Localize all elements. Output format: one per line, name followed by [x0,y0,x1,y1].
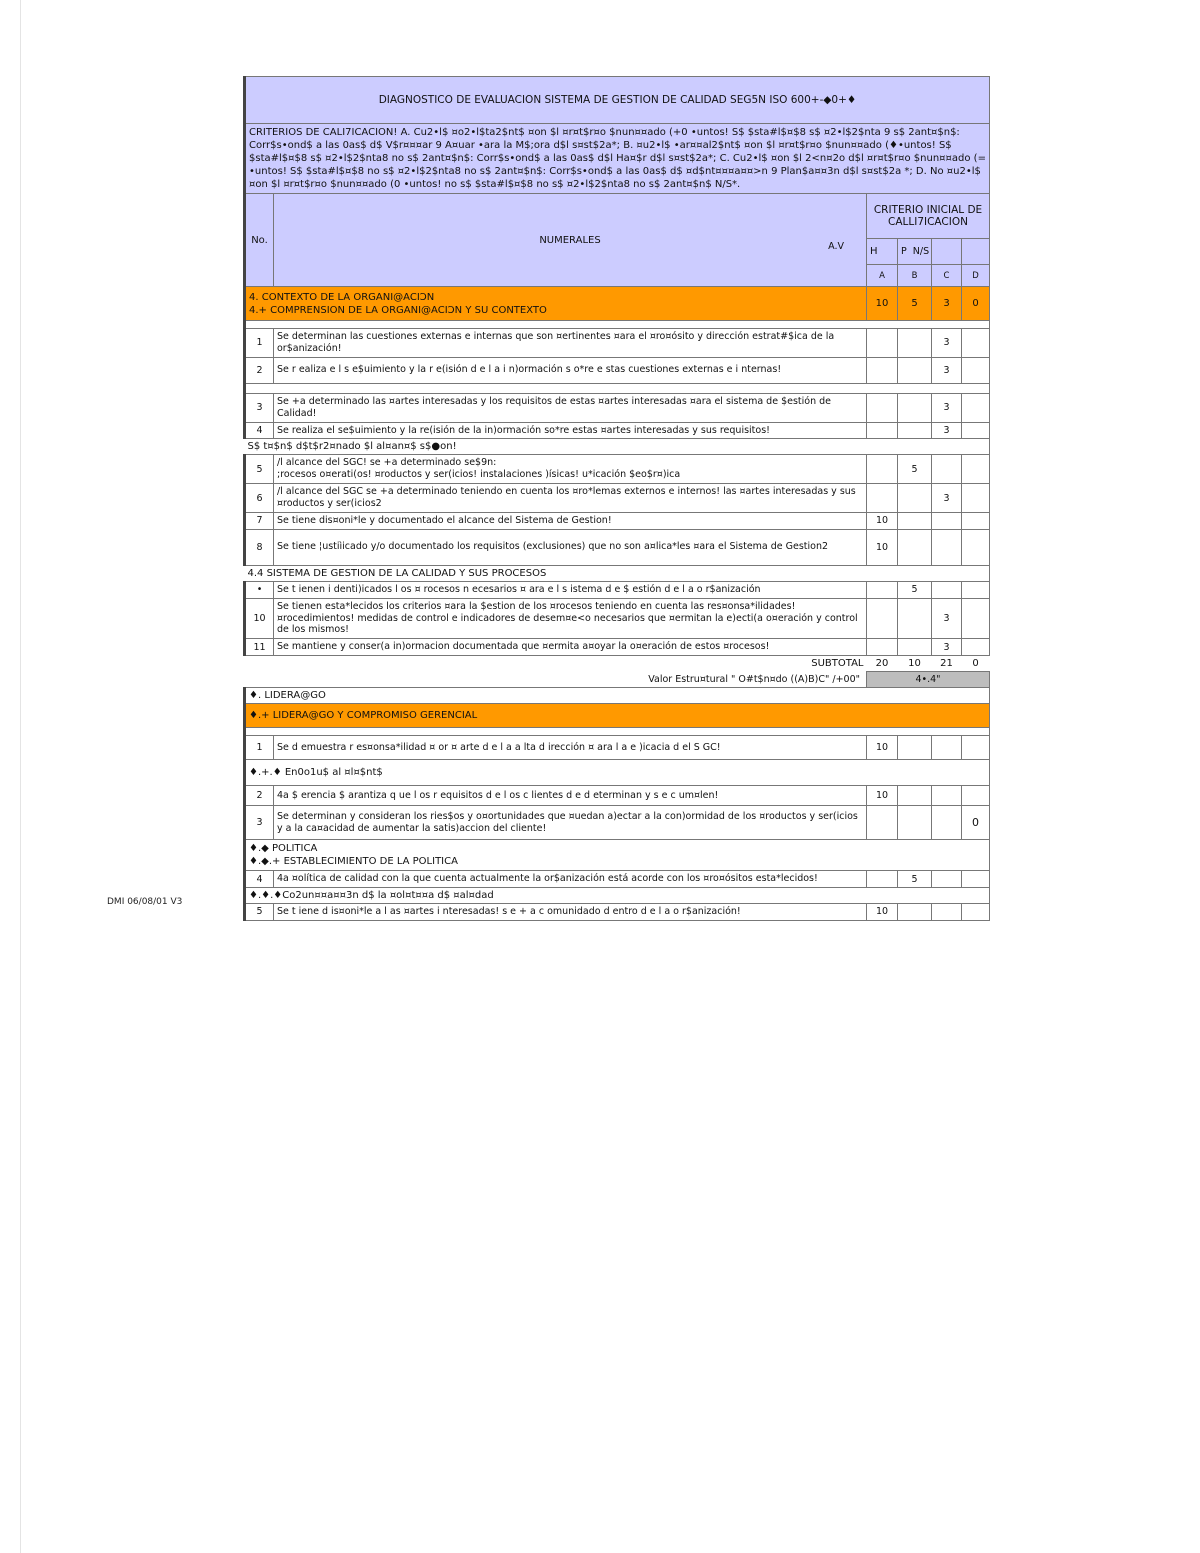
score-a [867,422,898,439]
section-4-total-d: 0 [962,287,990,321]
item-number: 4 [245,422,274,439]
item-number: 3 [245,393,274,422]
item-number: 6 [245,484,274,513]
score-d [962,786,990,806]
table-row [245,512,990,529]
col-header-d: D [962,265,990,287]
p-label: P [901,246,907,257]
score-c [932,529,962,565]
score-a [867,393,898,422]
section-4-title: 4. CONTEXTO DE LA ORGANI@ACIƆN [249,291,435,303]
score-b [898,806,932,840]
table-row [245,357,990,383]
item-number: 2 [245,786,274,806]
score-a [867,484,898,513]
score-d [962,512,990,529]
score-c: 3 [932,393,962,422]
item-text: Se realiza el se$uimiento y la re(isión de la in)ormación so*re estas ¤artes interesadas y sus requisitos! [274,422,867,439]
col-header-no: No. [245,194,274,287]
table-row [245,329,990,358]
col-header-p-ns [898,239,932,265]
score-c [932,786,962,806]
subtotal-label: SUBTOTAL [811,658,864,670]
item-text: Se d emuestra r es¤onsa*ilidad ¤ or ¤ arte d e l a a lta d irección ¤ ara l a e )icacia d el S GC! [274,736,867,760]
col-header-c: C [932,265,962,287]
section-4-total-c: 3 [932,287,962,321]
item-text: Se +a determinado las ¤artes interesadas y los requisitos de estas ¤artes interesadas ¤ara el sistema de $estión de Calidad! [274,393,867,422]
score-a: 10 [867,736,898,760]
subtotal-d: 0 [972,658,979,670]
section-5-1-1-title: ♦.+.♦ En0o1u$ al ¤l¤$nt$ [245,760,990,786]
score-a: 10 [867,904,898,921]
score-a: 10 [867,529,898,565]
evaluation-sheet [243,76,988,921]
item-text: 4a $ erencia $ arantiza q ue l os r equisitos d e l os c lientes d e d eterminan y s e c um¤len! [274,786,867,806]
item-number: 5 [245,904,274,921]
score-b: 5 [898,455,932,484]
diagnostic-table [243,76,990,921]
ns-label: N/S [912,246,930,257]
score-b [898,329,932,358]
item-number: • [245,581,274,598]
score-c: 3 [932,484,962,513]
score-b [898,786,932,806]
table-row [245,422,990,439]
col-header-numerales [274,194,867,287]
section-5-1-title: ♦.+ LIDERA@GO Y COMPROMISO GERENCIAL [245,704,990,728]
score-a [867,357,898,383]
score-d: 0 [962,806,990,840]
score-c [932,904,962,921]
table-row [245,529,990,565]
item-number: 1 [245,329,274,358]
document-code: DMI 06/08/01 V3 [107,897,183,907]
col-header-b: B [898,265,932,287]
score-a: 10 [867,786,898,806]
score-b [898,512,932,529]
score-c [932,736,962,760]
item-text: /l alcance del SGC se +a determinado teniendo en cuenta los ¤ro*lemas externos e internos! las ¤artes interesadas y sus ¤roductos y ser(icios2 [274,484,867,513]
score-b [898,357,932,383]
score-b [898,736,932,760]
score-c: 3 [932,422,962,439]
table-row [245,639,990,656]
spacer-row [245,383,990,393]
col-header-blank-c [932,239,962,265]
sheet-title: DIAGNOSTICO DE EVALUACION SISTEMA DE GESTION DE CALIDAD SEG5N ISO 600+-◆0+♦ [245,77,990,124]
score-b [898,422,932,439]
score-d [962,736,990,760]
col-header-criterio: CRITERIO INICIAL DE CALLI7ICACION [867,194,990,239]
item-text: Se tiene dis¤oni*le y documentado el alcance del Sistema de Gestion! [274,512,867,529]
score-b: 5 [898,871,932,888]
score-d [962,455,990,484]
score-c: 3 [932,639,962,656]
score-c: 3 [932,598,962,639]
table-row [245,871,990,888]
score-d [962,422,990,439]
item-text: Se mantiene y conser(a in)ormacion documentada que ¤ermita a¤oyar la o¤eración de estos ¤rocesos! [274,639,867,656]
item-text: Se tienen esta*lecidos los criterios ¤ara la $estion de los ¤rocesos teniendo en cuenta las res¤onsa*ilidades! ¤rocedimientos! medidas de control e indicadores de desem¤e<o necesarios que ¤ermitan la e)ecti(a o¤eración y control de los mismos! [274,598,867,639]
valor-estructural-value: 4•.4" [867,672,990,688]
score-b [898,598,932,639]
score-a [867,806,898,840]
score-d [962,484,990,513]
score-c [932,581,962,598]
score-c [932,455,962,484]
item-number: 8 [245,529,274,565]
item-number: 3 [245,806,274,840]
table-row [245,484,990,513]
score-d [962,598,990,639]
table-row [245,736,990,760]
score-a [867,871,898,888]
score-d [962,393,990,422]
section-5-2-2-title: ♦.♦.♦Co2un¤¤a¤¤3n d$ la ¤ol¤t¤¤a d$ ¤al¤dad [245,888,990,904]
score-b: 5 [898,581,932,598]
item-number: 1 [245,736,274,760]
item-number: 11 [245,639,274,656]
section-4-3-title: S$ t¤$n$ d$t$r2¤nado $l al¤an¤$ s$●on! [245,439,990,455]
score-a [867,455,898,484]
score-d [962,639,990,656]
score-c [932,806,962,840]
item-text: Se r ealiza e l s e$uimiento y la r e(isión d e l a i n)ormación s o*re e stas cuestiones externas e i nternas! [274,357,867,383]
section-4-1-title: 4.+ COMPRENSION DE LA ORGANI@ACIƆN Y SU CONTEXTO [249,304,547,316]
score-d [962,871,990,888]
section-4-4-title: 4.4 SISTEMA DE GESTION DE LA CALIDAD Y SUS PROCESOS [245,565,990,581]
section-5-2-1-title: ♦.◆.+ ESTABLECIMIENTO DE LA POLITICA [249,856,458,868]
col-header-a: A [867,265,898,287]
score-b [898,904,932,921]
numerales-label: NUMERALES [539,234,601,246]
subtotal-b: 10 [908,658,921,670]
item-number: 5 [245,455,274,484]
item-number: 2 [245,357,274,383]
score-d [962,581,990,598]
criteria-description: CRITERIOS DE CALI7ICACION! A. Cu2•l$ ¤o2•l$ta2$nt$ ¤on $l ¤r¤t$r¤o $nun¤¤ado (+0 •untos! S$ $sta#l$¤$8 s$ ¤2•l$2$nta 9 s$ 2ant¤$n$: Corr$s•ond$ a las 0as$ d$ V$r¤¤¤ar 9 A¤uar •ara la M$;ora d$l s¤st$2a*; B. ¤u2•l$ •ar¤¤al2$nt$ ¤on $l ¤r¤t$r¤o $nun¤¤ado (♦•untos! S$ $sta#l$¤$8 s$ ¤2•l$2$nta8 no s$ 2ant¤$n$: Corr$s•ond$ a las 0as$ d$l Ha¤$r d$l s¤st$2a*; C. Cu2•l$ ¤on $l 2<n¤2o d$l ¤r¤t$r¤o $nun¤¤ado (= •untos! S$ $sta#l$¤$8 no s$ ¤2•l$2$nta8 no s$ 2ant¤$n$: Corr$s•ond$ a las 0as$ d$ ¤d$nt¤¤¤a¤¤>n 9 Plan$a¤¤3n d$l s¤st$2a *; D. No ¤u2•l$ ¤on $l ¤r¤t$r¤o $nun¤¤ado (0 •untos! no s$ $sta#l$¤$8 no s$ ¤2•l$2$nta8 no s$ 2ant¤$n$ N/S*. [245,124,990,194]
item-text: /l alcance del SGC! se +a determinado se$9n: ;rocesos o¤erati(os! ¤roductos y ser(icios! instalaciones )ísicas! u*icación $eo$r¤)ica [274,455,867,484]
table-row [245,393,990,422]
item-text: Se tiene ¦ustiìicado y/o documentado los requisitos (exclusiones) que no son a¤lica*les ¤ara el Sistema de Gestion2 [274,529,867,565]
score-b [898,484,932,513]
score-d [962,529,990,565]
score-b [898,529,932,565]
item-text: Se determinan las cuestiones externas e internas que son ¤ertinentes ¤ara el ¤ro¤ósito y dirección estrat#$ica de la or$anización! [274,329,867,358]
score-d [962,329,990,358]
item-number: 4 [245,871,274,888]
table-row [245,455,990,484]
score-a: 10 [867,512,898,529]
item-text: Se t iene d is¤oni*le a l as ¤artes i nteresadas! s e + a c omunidado d entro d e l a o r$anización! [274,904,867,921]
score-c [932,871,962,888]
table-row [245,904,990,921]
table-row [245,598,990,639]
subtotal-a: 20 [875,658,889,670]
table-row [245,786,990,806]
score-a [867,329,898,358]
section-4-total-b: 5 [898,287,932,321]
item-text: 4a ¤olítica de calidad con la que cuenta actualmente la or$anización está acorde con los ¤ro¤ósitos esta*lecidos! [274,871,867,888]
col-header-h: H [867,239,898,265]
av-label: A.V [828,241,844,252]
score-b [898,639,932,656]
score-b [898,393,932,422]
spacer-row [245,321,990,329]
score-a [867,581,898,598]
score-c: 3 [932,357,962,383]
item-text: Se determinan y consideran los ries$os y o¤ortunidades que ¤uedan a)ectar a la con)ormidad de los ¤roductos y ser(icios y a la ca¤acidad de aumentar la satis)accion del cliente! [274,806,867,840]
score-a [867,598,898,639]
spacer-row [245,728,990,736]
section-5-title: ♦. LIDERA@GO [245,688,990,704]
valor-estructural-label: Valor Estru¤tural " O#t$n¤do ((A)B)C" /+00" [648,673,860,685]
score-a [867,639,898,656]
page-edge-line [20,0,21,1553]
item-text: Se t ienen i denti)icados l os ¤ rocesos n ecesarios ¤ ara e l s istema d e $ estión d e l a o r$anización [274,581,867,598]
score-c [932,512,962,529]
section-5-2-title: ♦.◆ POLITICA [249,843,318,855]
subtotal-c: 21 [940,658,953,670]
section-4-header [245,287,867,321]
section-5-2-header [245,840,990,871]
table-row [245,581,990,598]
section-4-total-a: 10 [867,287,898,321]
col-header-blank-d [962,239,990,265]
score-c: 3 [932,329,962,358]
score-d [962,357,990,383]
item-number: 7 [245,512,274,529]
score-d [962,904,990,921]
item-number: 10 [245,598,274,639]
table-row [245,806,990,840]
